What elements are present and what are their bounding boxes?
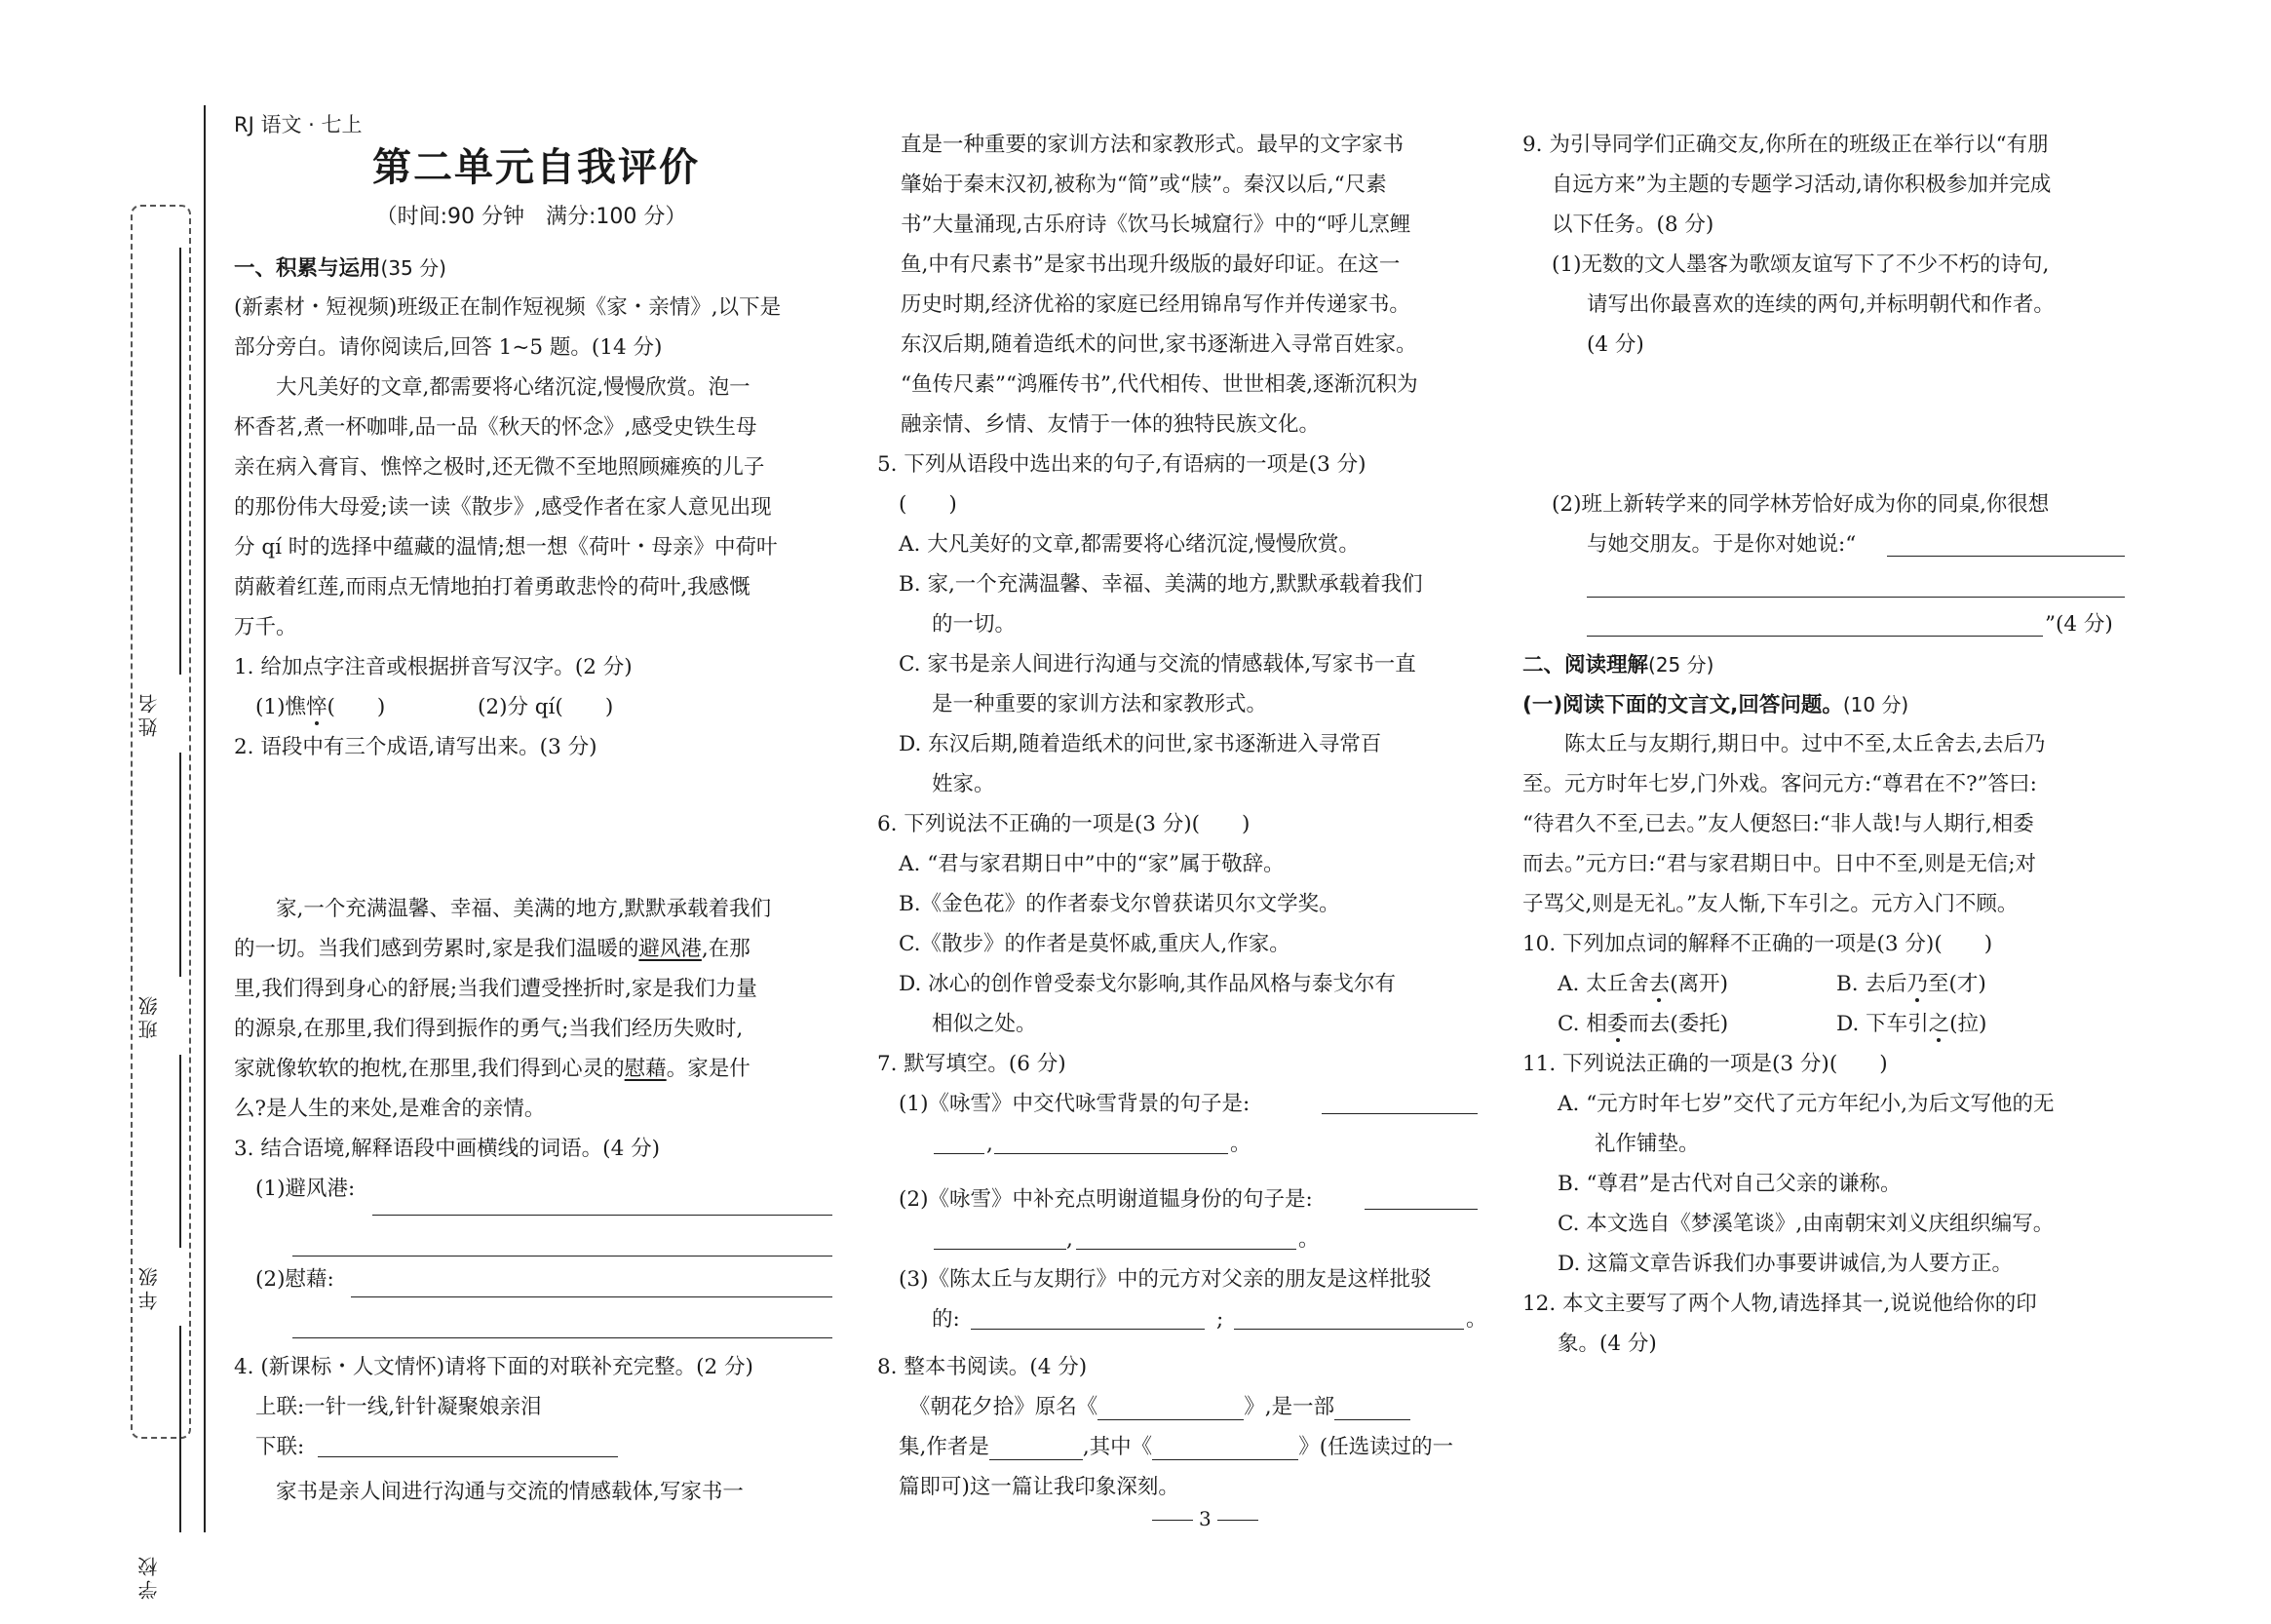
classical-text-line: 而去。”元方曰:“君与家君期日中。日中不至,则是无信;对 [1522,852,2037,876]
answer-line[interactable] [318,1456,618,1457]
q6-option-c[interactable]: C.《散步》的作者是莫怀戚,重庆人,作家。 [899,932,1290,956]
q5-option-d-cont: 姓家。 [932,772,995,796]
answer-line[interactable] [292,1337,832,1338]
q10-option-c[interactable]: C. 相委而去(委托) [1558,1012,1729,1036]
classical-text-line: 至。元方时年七岁,门外戏。客问元方:“尊君在不?”答曰: [1522,772,2037,796]
answer-line[interactable] [934,1249,1066,1250]
answer-line[interactable] [1076,1249,1296,1250]
classical-text-line: 陈太丘与友期行,期日中。过中不至,太丘舍去,去后乃 [1522,732,2046,756]
para1-line: 分 qí 时的选择中蕴藏的温情;想一想《荷叶・母亲》中荷叶 [234,535,778,560]
para1-line: 亲在病入膏肓、憔悴之极时,还无微不至地照顾瘫痪的儿子 [234,455,765,480]
answer-line[interactable] [1365,1209,1478,1210]
para3-line: 鱼,中有尺素书”是家书出现升级版的最好印证。在这一 [901,252,1401,277]
question-8: 8. 整本书阅读。(4 分) [877,1355,1088,1379]
q3-part-b: (2)慰藉: [255,1267,334,1292]
q7-part-1: (1)《咏雪》中交代咏雪背景的句子是: [899,1092,1251,1116]
para2-line: 么?是人生的来处,是难舍的亲情。 [234,1097,546,1121]
q6-option-a[interactable]: A. “君与家君期日中”中的“家”属于敬辞。 [899,852,1285,876]
question-4: 4. (新课标・人文情怀)请将下面的对联补充完整。(2 分) [234,1355,753,1379]
subject-tag: RJ 语文 · 七上 [234,113,363,136]
answer-line[interactable] [1322,1113,1478,1114]
q5-option-c-cont: 是一种重要的家训方法和家教形式。 [932,692,1268,716]
q5-option-b-cont: 的一切。 [932,612,1017,637]
punct: 。 [1466,1307,1487,1332]
school-line [179,1326,181,1550]
q6-option-b[interactable]: B.《金色花》的作者泰戈尔曾获诺贝尔文学奖。 [899,892,1340,916]
subsection-1-heading: (一)阅读下面的文言文,回答问题。(10 分) [1522,693,1909,717]
para2-line: 的源泉,在那里,我们得到振作的勇气;当我们经历失败时, [234,1017,744,1041]
para3-line: 融亲情、乡情、友情于一体的独特民族文化。 [901,412,1321,437]
para3-line: 肇始于秦末汉初,被称为“简”或“牍”。秦汉以后,“尺素 [901,173,1387,197]
para2-line: 的一切。当我们感到劳累时,家是我们温暖的避风港,在那 [234,937,751,961]
answer-line[interactable] [1234,1329,1464,1330]
question-2: 2. 语段中有三个成语,请写出来。(3 分) [234,735,597,759]
answer-line[interactable] [1587,636,2043,637]
para1-line: 大凡美好的文章,都需要将心绪沉淀,慢慢欣赏。泡一 [234,375,751,400]
q10-option-b[interactable]: B. 去后乃至(才) [1836,972,1986,996]
q1-part-a[interactable]: (1)憔悴( ) [255,695,386,719]
question-10: 10. 下列加点词的解释不正确的一项是(3 分)( ) [1522,932,1993,956]
question-7: 7. 默写填空。(6 分) [877,1052,1066,1076]
para3-line: 历史时期,经济优裕的家庭已经用锦帛写作并传递家书。 [901,292,1410,317]
q1-part-b[interactable]: (2)分 qí( ) [478,695,614,719]
para2-line: 家就像软软的抱枕,在那里,我们得到心灵的慰藉。家是什 [234,1057,751,1081]
q10-option-d[interactable]: D. 下车引之(拉) [1836,1012,1987,1036]
punct: , [986,1132,993,1156]
para1-line: 万千。 [234,615,297,639]
school-label: 学校 [135,1532,187,1620]
couplet-upper: 上联:一针一线,针针凝聚娘亲泪 [255,1395,542,1419]
q11-option-a-cont: 礼作铺垫。 [1595,1132,1700,1156]
answer-line[interactable] [1587,597,2125,598]
q11-option-b[interactable]: B. “尊君”是古代对自己父亲的谦称。 [1558,1172,1902,1196]
q5-option-b[interactable]: B. 家,一个充满温馨、幸福、美满的地方,默默承载着我们 [899,572,1423,597]
page-title: 第二单元自我评价 [372,145,700,190]
q8-line-1: 《朝花夕拾》原名《 》,是一部 [899,1395,1410,1420]
binding-strip [131,205,191,1600]
para3-line: 东汉后期,随着造纸术的问世,家书逐渐进入寻常百姓家。 [901,332,1417,357]
q9-part-1-cont: (4 分) [1587,332,1644,357]
question-12: 12. 本文主要写了两个人物,请选择其一,说说他给你的印 [1522,1292,2037,1316]
para3-line: 家书是亲人间进行沟通与交流的情感载体,写家书一 [234,1480,744,1504]
question-9: 9. 为引导同学们正确交友,你所在的班级正在举行以“有朋 [1522,133,2049,157]
answer-line[interactable] [372,1215,832,1216]
punct: 。 [1230,1132,1251,1156]
answer-line[interactable] [994,1153,1228,1154]
answer-line[interactable] [351,1296,832,1297]
q8-line-3: 篇即可)这一篇让我印象深刻。 [899,1475,1179,1499]
q7-part-3: (3)《陈太丘与友期行》中的元方对父亲的朋友是这样批驳 [899,1267,1432,1292]
q6-option-d-cont: 相似之处。 [932,1012,1037,1036]
classical-text-line: 子骂父,则是无礼。”友人惭,下车引之。元方入门不顾。 [1522,892,2019,916]
q10-option-a[interactable]: A. 太丘舍去(离开) [1558,972,1728,996]
para1-line: 杯香茗,煮一杯咖啡,品一品《秋天的怀念》,感受史铁生母 [234,415,757,440]
question-12-cont: 象。(4 分) [1558,1332,1657,1356]
punct: , [1066,1227,1073,1252]
q7-part-3-cont: 的: [932,1307,960,1332]
q9-part-1: (1)无数的文人墨客为歌颂友谊写下了不少不朽的诗句, [1552,252,2050,277]
classical-text-line: “待君久不至,已去。”友人便怒曰:“非人哉!与人期行,相委 [1522,812,2034,836]
question-11: 11. 下列说法正确的一项是(3 分)( ) [1522,1052,1888,1076]
class-line [179,753,181,996]
name-line [179,248,181,696]
q11-option-c[interactable]: C. 本文选自《梦溪笔谈》,由南朝宋刘义庆组织编写。 [1558,1212,2055,1236]
q5-answer-paren[interactable]: ( ) [899,492,957,517]
class-label: 班级 [135,977,187,1055]
para3-line: “鱼传尺素”“鸿雁传书”,代代相传、世世相袭,逐渐沉积为 [901,372,1418,397]
question-5: 5. 下列从语段中选出来的句子,有语病的一项是(3 分) [877,452,1366,477]
name-label: 姓名 [135,675,187,753]
page-number: 3 [1146,1507,1264,1530]
para1-line: 的那份伟大母爱;读一读《散步》,感受作者在家人意见出现 [234,495,772,520]
underlined-word: 避风港 [638,937,702,961]
q11-option-d[interactable]: D. 这篇文章告诉我们办事要讲诚信,为人要方正。 [1558,1252,2013,1276]
q3-part-a: (1)避风港: [255,1177,356,1201]
question-9-cont: 以下任务。(8 分) [1552,213,1714,237]
grade-line [179,1055,181,1269]
answer-line[interactable] [971,1329,1205,1330]
q5-option-a[interactable]: A. 大凡美好的文章,都需要将心绪沉淀,慢慢欣赏。 [899,532,1360,557]
q5-option-d[interactable]: D. 东汉后期,随着造纸术的问世,家书逐渐进入寻常百 [899,732,1382,756]
question-6: 6. 下列说法不正确的一项是(3 分)( ) [877,812,1251,836]
q9-part-2-score: ”(4 分) [2045,612,2113,637]
answer-line[interactable] [292,1256,832,1257]
section-1-heading: 一、积累与运用(35 分) [234,256,446,281]
para1-line: 荫蔽着红莲,而雨点无情地拍打着勇敢悲怜的荷叶,我感慨 [234,575,751,599]
margin-rule [204,105,206,1532]
intro-line-2: 部分旁白。请你阅读后,回答 1~5 题。(14 分) [234,335,663,360]
para2-line: 里,我们得到身心的舒展;当我们遭受挫折时,家是我们力量 [234,977,757,1001]
answer-line[interactable] [1887,556,2125,557]
grade-label: 年级 [135,1248,187,1326]
q7-part-2: (2)《咏雪》中补充点明谢道韫身份的句子是: [899,1187,1313,1212]
q11-option-a[interactable]: A. “元方时年七岁”交代了元方年纪小,为后文写他的无 [1558,1092,2055,1116]
question-3: 3. 结合语境,解释语段中画横线的词语。(4 分) [234,1137,660,1161]
q9-part-2-cont: 与她交朋友。于是你对她说:“ [1587,532,1857,557]
para3-line: 直是一种重要的家训方法和家教形式。最早的文字家书 [901,133,1405,157]
exam-info: （时间:90 分钟 满分:100 分） [375,205,687,229]
para3-line: 书”大量涌现,古乐府诗《饮马长城窟行》中的“呼儿烹鲤 [901,213,1411,237]
q6-option-d[interactable]: D. 冰心的创作曾受泰戈尔影响,其作品风格与泰戈尔有 [899,972,1396,996]
para2-line: 家,一个充满温馨、幸福、美满的地方,默默承载着我们 [234,897,772,921]
q9-part-2: (2)班上新转学来的同学林芳恰好成为你的同桌,你很想 [1552,492,2050,517]
q8-line-2: 集,作者是 ,其中《 》(任选读过的一 [899,1435,1454,1459]
q9-part-1-cont: 请写出你最喜欢的连续的两句,并标明朝代和作者。 [1587,292,2055,317]
answer-line[interactable] [934,1153,984,1154]
couplet-lower: 下联: [255,1435,305,1459]
question-9-cont: 自远方来”为主题的专题学习活动,请你积极参加并完成 [1552,173,2052,197]
question-1: 1. 给加点字注音或根据拼音写汉字。(2 分) [234,655,633,679]
punct: 。 [1298,1227,1320,1252]
punct: ; [1216,1307,1224,1332]
section-2-heading: 二、阅读理解(25 分) [1522,653,1714,677]
intro-line-1: (新素材・短视频)班级正在制作短视频《家・亲情》,以下是 [234,295,782,320]
q5-option-c[interactable]: C. 家书是亲人间进行沟通与交流的情感载体,写家书一直 [899,652,1416,677]
underlined-word: 慰藉 [624,1057,667,1081]
